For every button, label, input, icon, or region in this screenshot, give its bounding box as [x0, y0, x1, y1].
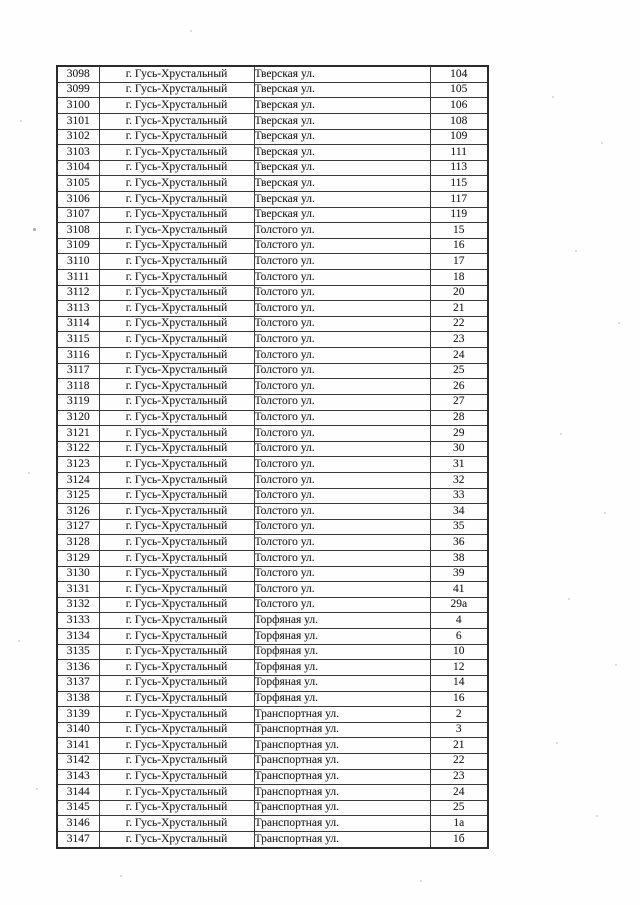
table-row — [57, 98, 488, 114]
cell-id: 3113 — [57, 301, 99, 317]
cell-street: Толстого ул. — [254, 348, 430, 364]
cell-street: Толстого ул. — [254, 488, 430, 504]
cell-id: 3136 — [57, 660, 99, 676]
cell-street: Толстого ул. — [254, 457, 430, 473]
cell-city: г. Гусь-Хрустальный — [99, 238, 254, 254]
cell-street: Толстого ул. — [254, 285, 430, 301]
cell-house: 111 — [430, 145, 488, 161]
cell-house: 34 — [430, 504, 488, 520]
cell-id: 3111 — [57, 270, 99, 286]
cell-id: 3124 — [57, 472, 99, 488]
cell-street: Транспортная ул. — [254, 722, 430, 738]
cell-house: 1а — [430, 816, 488, 832]
cell-street: Толстого ул. — [254, 301, 430, 317]
cell-street: Торфяная ул. — [254, 691, 430, 707]
cell-id: 3135 — [57, 644, 99, 660]
table-row — [57, 582, 488, 598]
cell-id: 3118 — [57, 379, 99, 395]
cell-house: 106 — [430, 98, 488, 114]
cell-id: 3141 — [57, 738, 99, 754]
table-row — [57, 613, 488, 629]
cell-id: 3122 — [57, 441, 99, 457]
cell-house: 104 — [430, 66, 488, 82]
cell-street: Толстого ул. — [254, 504, 430, 520]
cell-city: г. Гусь-Хрустальный — [99, 145, 254, 161]
cell-house: 39 — [430, 566, 488, 582]
cell-city: г. Гусь-Хрустальный — [99, 426, 254, 442]
table-row — [57, 629, 488, 645]
cell-house: 32 — [430, 472, 488, 488]
table-row — [57, 785, 488, 801]
cell-city: г. Гусь-Хрустальный — [99, 660, 254, 676]
cell-id: 3129 — [57, 551, 99, 567]
cell-house: 14 — [430, 675, 488, 691]
cell-street: Толстого ул. — [254, 394, 430, 410]
cell-id: 3147 — [57, 831, 99, 848]
cell-city: г. Гусь-Хрустальный — [99, 394, 254, 410]
cell-street: Толстого ул. — [254, 379, 430, 395]
table-row — [57, 348, 488, 364]
cell-house: 113 — [430, 160, 488, 176]
cell-house: 21 — [430, 738, 488, 754]
cell-city: г. Гусь-Хрустальный — [99, 753, 254, 769]
cell-house: 16 — [430, 691, 488, 707]
cell-id: 3123 — [57, 457, 99, 473]
table-row — [57, 207, 488, 223]
cell-id: 3125 — [57, 488, 99, 504]
table-row — [57, 722, 488, 738]
cell-id: 3108 — [57, 223, 99, 239]
cell-city: г. Гусь-Хрустальный — [99, 192, 254, 208]
cell-house: 109 — [430, 129, 488, 145]
cell-city: г. Гусь-Хрустальный — [99, 769, 254, 785]
cell-id: 3114 — [57, 316, 99, 332]
cell-city: г. Гусь-Хрустальный — [99, 129, 254, 145]
cell-house: 117 — [430, 192, 488, 208]
cell-id: 3145 — [57, 800, 99, 816]
table-row — [57, 160, 488, 176]
table-row — [57, 644, 488, 660]
table-row — [57, 363, 488, 379]
table-row — [57, 800, 488, 816]
cell-city: г. Гусь-Хрустальный — [99, 629, 254, 645]
table-row — [57, 816, 488, 832]
cell-city: г. Гусь-Хрустальный — [99, 98, 254, 114]
cell-street: Тверская ул. — [254, 113, 430, 129]
cell-street: Толстого ул. — [254, 410, 430, 426]
cell-house: 23 — [430, 769, 488, 785]
cell-street: Толстого ул. — [254, 472, 430, 488]
table-row — [57, 66, 488, 82]
cell-house: 29 — [430, 426, 488, 442]
cell-city: г. Гусь-Хрустальный — [99, 613, 254, 629]
cell-street: Торфяная ул. — [254, 644, 430, 660]
table-row — [57, 113, 488, 129]
cell-id: 3144 — [57, 785, 99, 801]
cell-city: г. Гусь-Хрустальный — [99, 160, 254, 176]
cell-city: г. Гусь-Хрустальный — [99, 519, 254, 535]
cell-street: Толстого ул. — [254, 363, 430, 379]
cell-city: г. Гусь-Хрустальный — [99, 301, 254, 317]
cell-street: Толстого ул. — [254, 254, 430, 270]
cell-street: Транспортная ул. — [254, 785, 430, 801]
cell-city: г. Гусь-Хрустальный — [99, 348, 254, 364]
cell-city: г. Гусь-Хрустальный — [99, 597, 254, 613]
cell-city: г. Гусь-Хрустальный — [99, 816, 254, 832]
cell-street: Тверская ул. — [254, 192, 430, 208]
cell-city: г. Гусь-Хрустальный — [99, 410, 254, 426]
cell-id: 3103 — [57, 145, 99, 161]
table-row — [57, 145, 488, 161]
table-row — [57, 316, 488, 332]
cell-house: 21 — [430, 301, 488, 317]
cell-street: Толстого ул. — [254, 551, 430, 567]
cell-id: 3106 — [57, 192, 99, 208]
cell-house: 25 — [430, 363, 488, 379]
cell-city: г. Гусь-Хрустальный — [99, 488, 254, 504]
cell-id: 3132 — [57, 597, 99, 613]
cell-city: г. Гусь-Хрустальный — [99, 738, 254, 754]
cell-house: 22 — [430, 753, 488, 769]
cell-city: г. Гусь-Хрустальный — [99, 223, 254, 239]
cell-street: Толстого ул. — [254, 582, 430, 598]
table-row — [57, 270, 488, 286]
cell-street: Тверская ул. — [254, 98, 430, 114]
cell-street: Толстого ул. — [254, 270, 430, 286]
cell-id: 3098 — [57, 66, 99, 82]
cell-house: 6 — [430, 629, 488, 645]
cell-house: 10 — [430, 644, 488, 660]
cell-id: 3109 — [57, 238, 99, 254]
table-row — [57, 675, 488, 691]
cell-city: г. Гусь-Хрустальный — [99, 441, 254, 457]
cell-house: 1б — [430, 831, 488, 848]
cell-city: г. Гусь-Хрустальный — [99, 176, 254, 192]
cell-city: г. Гусь-Хрустальный — [99, 566, 254, 582]
cell-id: 3119 — [57, 394, 99, 410]
cell-city: г. Гусь-Хрустальный — [99, 551, 254, 567]
cell-city: г. Гусь-Хрустальный — [99, 644, 254, 660]
cell-id: 3139 — [57, 707, 99, 723]
cell-house: 20 — [430, 285, 488, 301]
cell-street: Толстого ул. — [254, 597, 430, 613]
cell-street: Тверская ул. — [254, 207, 430, 223]
cell-house: 105 — [430, 82, 488, 98]
cell-house: 41 — [430, 582, 488, 598]
cell-id: 3117 — [57, 363, 99, 379]
cell-id: 3142 — [57, 753, 99, 769]
cell-id: 3110 — [57, 254, 99, 270]
cell-house: 22 — [430, 316, 488, 332]
cell-city: г. Гусь-Хрустальный — [99, 270, 254, 286]
table-row — [57, 535, 488, 551]
cell-house: 33 — [430, 488, 488, 504]
cell-street: Транспортная ул. — [254, 831, 430, 848]
table-row — [57, 769, 488, 785]
table-row — [57, 457, 488, 473]
cell-city: г. Гусь-Хрустальный — [99, 535, 254, 551]
cell-street: Толстого ул. — [254, 332, 430, 348]
cell-id: 3143 — [57, 769, 99, 785]
cell-street: Транспортная ул. — [254, 816, 430, 832]
cell-street: Тверская ул. — [254, 160, 430, 176]
cell-house: 4 — [430, 613, 488, 629]
cell-house: 2 — [430, 707, 488, 723]
cell-house: 24 — [430, 348, 488, 364]
cell-city: г. Гусь-Хрустальный — [99, 707, 254, 723]
table-row — [57, 285, 488, 301]
cell-city: г. Гусь-Хрустальный — [99, 379, 254, 395]
table-row — [57, 379, 488, 395]
cell-house: 23 — [430, 332, 488, 348]
cell-id: 3121 — [57, 426, 99, 442]
table-row — [57, 738, 488, 754]
table-row — [57, 519, 488, 535]
cell-city: г. Гусь-Хрустальный — [99, 207, 254, 223]
cell-street: Толстого ул. — [254, 566, 430, 582]
cell-id: 3102 — [57, 129, 99, 145]
cell-id: 3099 — [57, 82, 99, 98]
cell-house: 31 — [430, 457, 488, 473]
table-row — [57, 504, 488, 520]
table-row — [57, 332, 488, 348]
cell-house: 115 — [430, 176, 488, 192]
cell-city: г. Гусь-Хрустальный — [99, 254, 254, 270]
cell-city: г. Гусь-Хрустальный — [99, 675, 254, 691]
cell-house: 38 — [430, 551, 488, 567]
cell-street: Толстого ул. — [254, 426, 430, 442]
cell-house: 24 — [430, 785, 488, 801]
cell-street: Торфяная ул. — [254, 660, 430, 676]
cell-house: 15 — [430, 223, 488, 239]
table-row — [57, 707, 488, 723]
cell-id: 3112 — [57, 285, 99, 301]
table-row — [57, 426, 488, 442]
cell-city: г. Гусь-Хрустальный — [99, 472, 254, 488]
table-row — [57, 129, 488, 145]
cell-id: 3146 — [57, 816, 99, 832]
cell-house: 3 — [430, 722, 488, 738]
cell-id: 3138 — [57, 691, 99, 707]
cell-street: Транспортная ул. — [254, 800, 430, 816]
cell-house: 119 — [430, 207, 488, 223]
table-row — [57, 176, 488, 192]
table-row — [57, 831, 488, 848]
cell-street: Тверская ул. — [254, 129, 430, 145]
cell-street: Толстого ул. — [254, 316, 430, 332]
table-row — [57, 301, 488, 317]
cell-street: Торфяная ул. — [254, 613, 430, 629]
cell-house: 16 — [430, 238, 488, 254]
cell-city: г. Гусь-Хрустальный — [99, 82, 254, 98]
cell-id: 3100 — [57, 98, 99, 114]
cell-city: г. Гусь-Хрустальный — [99, 113, 254, 129]
cell-street: Транспортная ул. — [254, 707, 430, 723]
table-row — [57, 551, 488, 567]
cell-house: 27 — [430, 394, 488, 410]
cell-id: 3101 — [57, 113, 99, 129]
cell-house: 28 — [430, 410, 488, 426]
cell-street: Толстого ул. — [254, 519, 430, 535]
table-row — [57, 223, 488, 239]
cell-street: Транспортная ул. — [254, 769, 430, 785]
cell-id: 3140 — [57, 722, 99, 738]
cell-id: 3107 — [57, 207, 99, 223]
cell-street: Толстого ул. — [254, 223, 430, 239]
table-row — [57, 410, 488, 426]
cell-street: Тверская ул. — [254, 176, 430, 192]
cell-city: г. Гусь-Хрустальный — [99, 504, 254, 520]
cell-city: г. Гусь-Хрустальный — [99, 66, 254, 82]
cell-id: 3104 — [57, 160, 99, 176]
cell-id: 3137 — [57, 675, 99, 691]
cell-city: г. Гусь-Хрустальный — [99, 316, 254, 332]
cell-house: 29а — [430, 597, 488, 613]
cell-house: 25 — [430, 800, 488, 816]
cell-street: Транспортная ул. — [254, 738, 430, 754]
cell-street: Толстого ул. — [254, 238, 430, 254]
cell-street: Тверская ул. — [254, 66, 430, 82]
cell-house: 30 — [430, 441, 488, 457]
table-row — [57, 192, 488, 208]
table-row — [57, 753, 488, 769]
table-row — [57, 82, 488, 98]
cell-city: г. Гусь-Хрустальный — [99, 722, 254, 738]
cell-id: 3120 — [57, 410, 99, 426]
cell-id: 3105 — [57, 176, 99, 192]
table-row — [57, 394, 488, 410]
cell-city: г. Гусь-Хрустальный — [99, 785, 254, 801]
cell-city: г. Гусь-Хрустальный — [99, 800, 254, 816]
cell-id: 3115 — [57, 332, 99, 348]
table-row — [57, 488, 488, 504]
cell-city: г. Гусь-Хрустальный — [99, 831, 254, 848]
cell-id: 3134 — [57, 629, 99, 645]
cell-street: Транспортная ул. — [254, 753, 430, 769]
cell-id: 3116 — [57, 348, 99, 364]
cell-id: 3126 — [57, 504, 99, 520]
cell-street: Тверская ул. — [254, 145, 430, 161]
cell-city: г. Гусь-Хрустальный — [99, 285, 254, 301]
table-row — [57, 660, 488, 676]
cell-city: г. Гусь-Хрустальный — [99, 332, 254, 348]
cell-house: 108 — [430, 113, 488, 129]
cell-house: 26 — [430, 379, 488, 395]
cell-id: 3133 — [57, 613, 99, 629]
cell-street: Торфяная ул. — [254, 629, 430, 645]
cell-house: 12 — [430, 660, 488, 676]
cell-city: г. Гусь-Хрустальный — [99, 363, 254, 379]
cell-street: Толстого ул. — [254, 535, 430, 551]
cell-street: Толстого ул. — [254, 441, 430, 457]
table-row — [57, 254, 488, 270]
cell-id: 3131 — [57, 582, 99, 598]
table-row — [57, 441, 488, 457]
cell-city: г. Гусь-Хрустальный — [99, 457, 254, 473]
table-row — [57, 691, 488, 707]
table-row — [57, 472, 488, 488]
cell-house: 36 — [430, 535, 488, 551]
table-row — [57, 566, 488, 582]
cell-id: 3130 — [57, 566, 99, 582]
table-row — [57, 238, 488, 254]
cell-city: г. Гусь-Хрустальный — [99, 582, 254, 598]
cell-id: 3128 — [57, 535, 99, 551]
cell-house: 35 — [430, 519, 488, 535]
cell-street: Торфяная ул. — [254, 675, 430, 691]
address-table-body — [57, 66, 488, 848]
table-row — [57, 597, 488, 613]
cell-house: 18 — [430, 270, 488, 286]
cell-street: Тверская ул. — [254, 82, 430, 98]
address-table — [56, 65, 489, 849]
cell-house: 17 — [430, 254, 488, 270]
cell-id: 3127 — [57, 519, 99, 535]
cell-city: г. Гусь-Хрустальный — [99, 691, 254, 707]
